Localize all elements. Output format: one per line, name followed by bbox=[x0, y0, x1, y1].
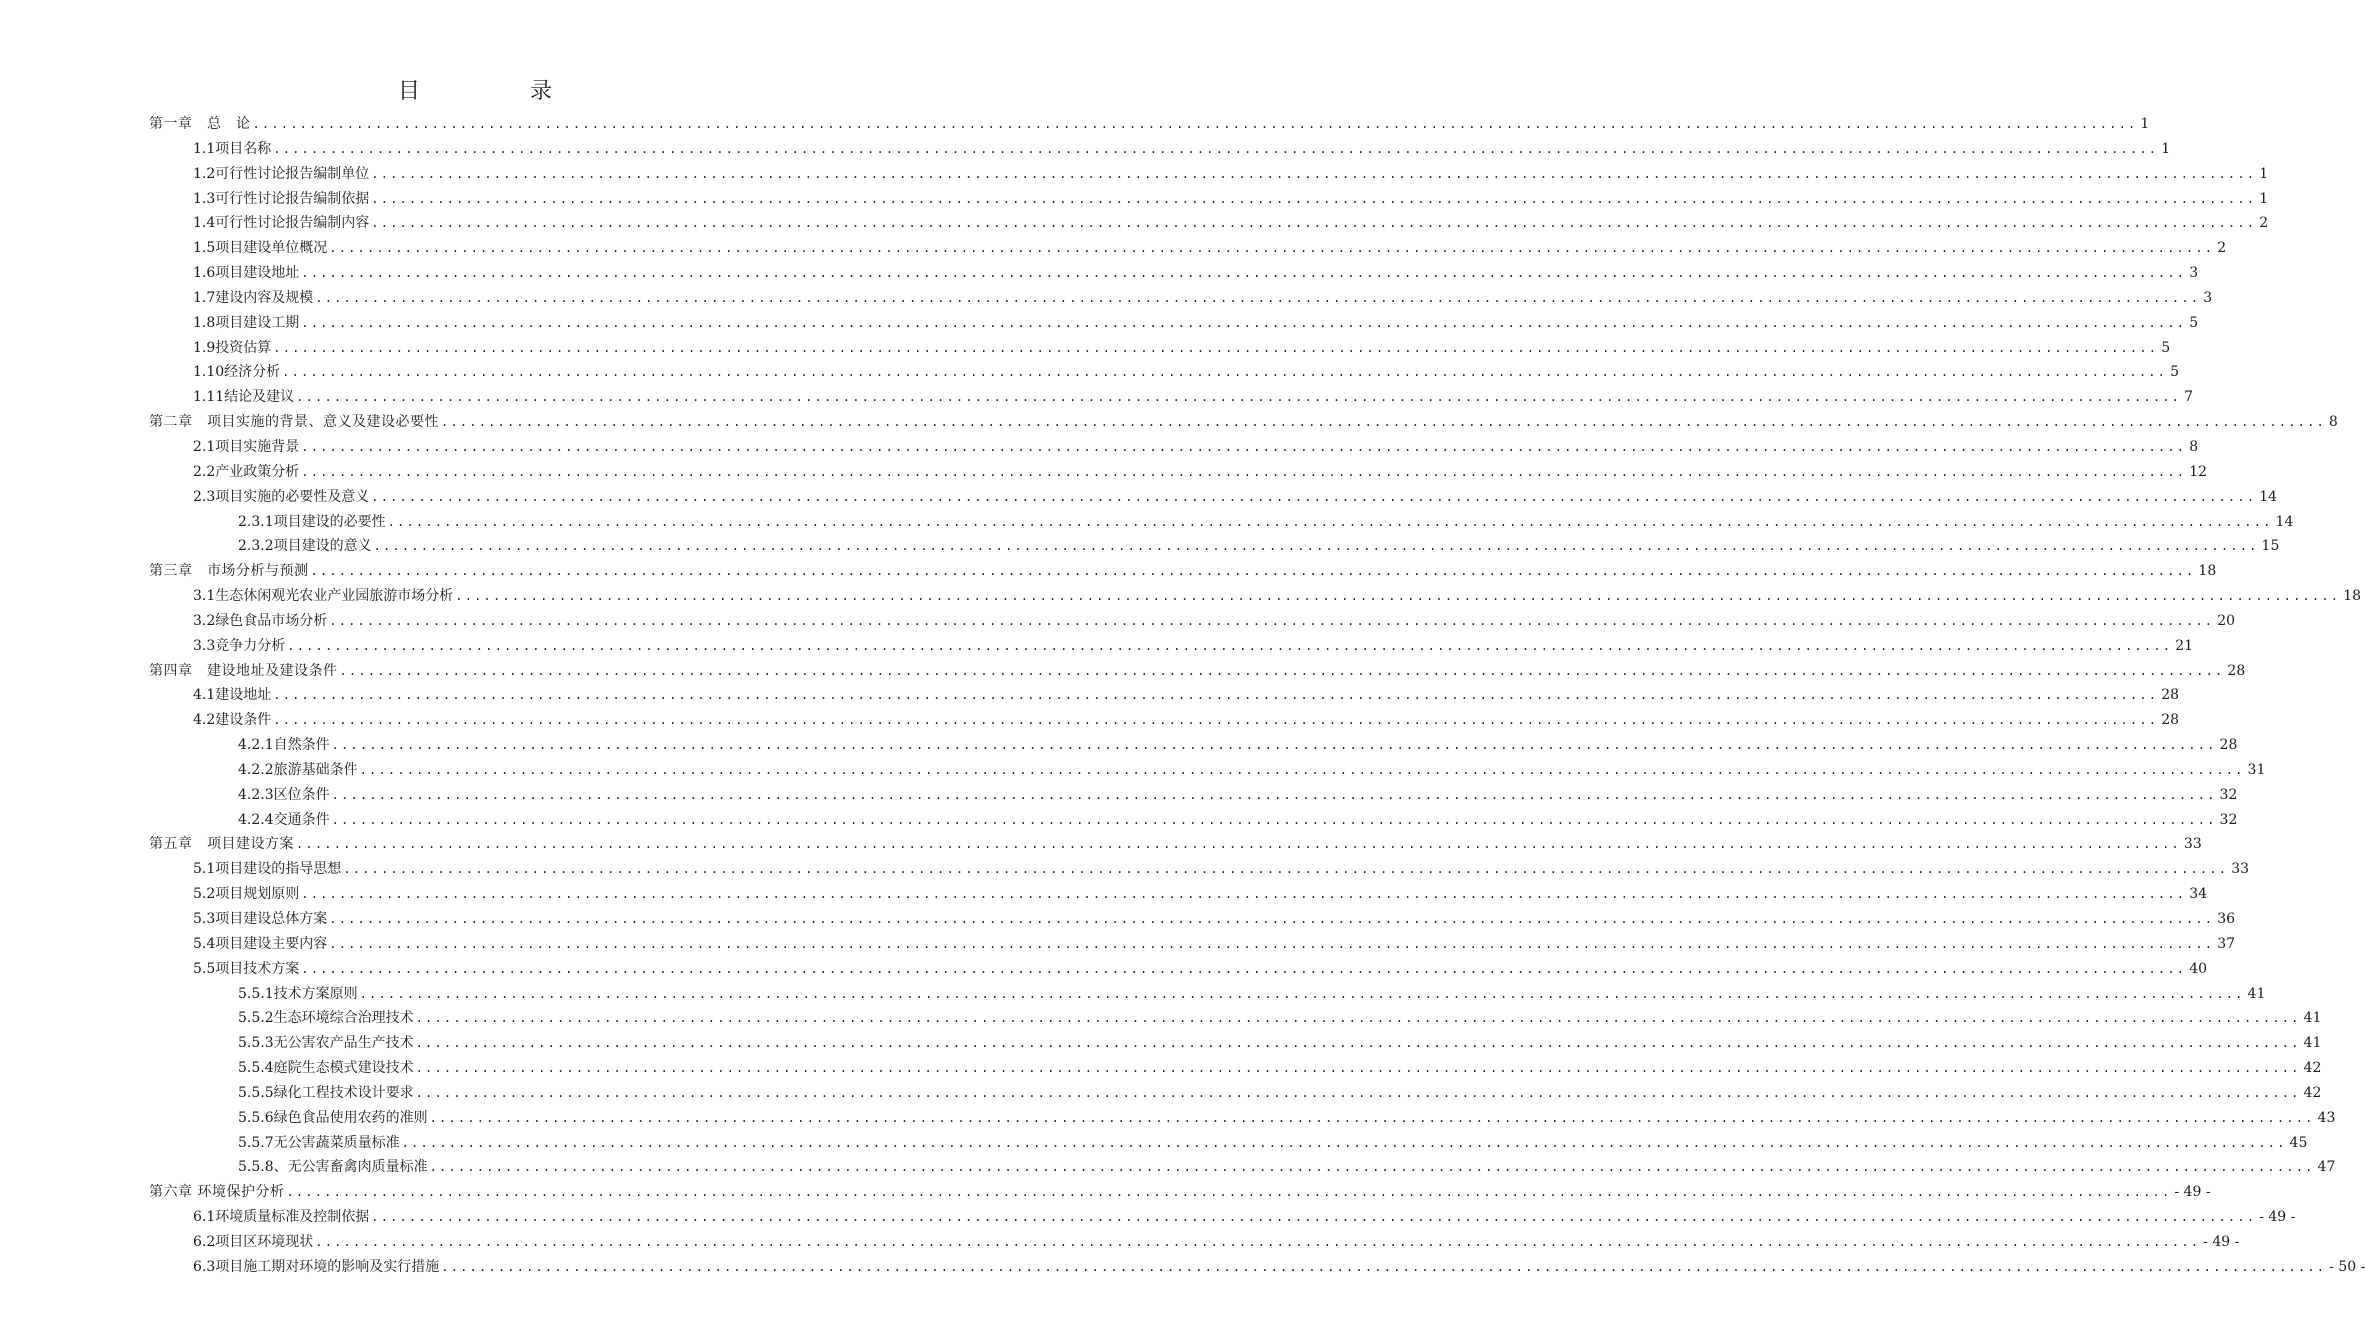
toc-entry-page-number: 41 bbox=[2303, 1010, 2322, 1027]
toc-entry-line bbox=[193, 1230, 2240, 1255]
dot-leader: ........................................................................................................................................................................................................ bbox=[273, 688, 2159, 703]
toc-entry-page-number: 41 bbox=[2303, 1035, 2322, 1052]
dot-leader: ........................................................................................................................................................................................................ bbox=[301, 315, 2187, 330]
toc-entry-line bbox=[193, 485, 2278, 510]
toc-entry-label: 2.3.2项目建设的意义 bbox=[238, 538, 372, 555]
dot-leader: ........................................................................................................................................................................................................ bbox=[273, 713, 2159, 728]
toc-entry-line bbox=[238, 1131, 2308, 1156]
toc-entry-line bbox=[193, 137, 2171, 162]
toc-chapter-entry[interactable] bbox=[0, 659, 2246, 684]
toc-entry-label: 第五章 项目建设方案 bbox=[149, 836, 294, 853]
toc-entry-page-number: 14 bbox=[2259, 488, 2278, 505]
toc-entry-page-number: 15 bbox=[2261, 538, 2280, 555]
toc-entry-line bbox=[149, 559, 2217, 584]
toc-section-entry[interactable] bbox=[0, 460, 2208, 485]
toc-entry-page-number: 33 bbox=[2183, 836, 2202, 853]
toc-entry-line bbox=[149, 112, 2150, 137]
toc-entry-label: 1.8项目建设工期 bbox=[193, 314, 300, 331]
toc-entry-label: 1.10经济分析 bbox=[193, 364, 281, 381]
toc-title: 目 录 bbox=[397, 79, 596, 104]
toc-entry-page-number: 37 bbox=[2217, 935, 2236, 952]
toc-entry-line bbox=[149, 1180, 2211, 1205]
dot-leader: ........................................................................................................................................................................................................ bbox=[315, 1234, 2201, 1249]
toc-chapter-entry[interactable] bbox=[0, 410, 2338, 435]
toc-entry-label: 5.5.2生态环境综合治理技术 bbox=[238, 1010, 414, 1027]
dot-leader: ........................................................................................................................................................................................................ bbox=[329, 613, 2215, 628]
toc-entry-label: 5.5.7无公害蔬菜质量标准 bbox=[238, 1134, 400, 1151]
dot-leader: ........................................................................................................................................................................................................ bbox=[310, 564, 2196, 579]
toc-entry-page-number: 21 bbox=[2175, 637, 2194, 654]
toc-chapter-entry[interactable] bbox=[0, 1180, 2211, 1205]
toc-entry-page-number: 5 bbox=[2189, 314, 2199, 331]
toc-entry-line bbox=[193, 1255, 2365, 1280]
toc-entry-line bbox=[193, 385, 2194, 410]
toc-entry-label: 5.5.6绿色食品使用农药的准则 bbox=[238, 1109, 428, 1126]
dot-leader: ........................................................................................................................................................................................................ bbox=[339, 663, 2225, 678]
toc-section-entry[interactable] bbox=[0, 683, 2180, 708]
dot-leader: ........................................................................................................................................................................................................ bbox=[301, 961, 2187, 976]
toc-subsection-entry[interactable] bbox=[0, 758, 2266, 783]
dot-leader: ........................................................................................................................................................................................................ bbox=[331, 738, 2217, 753]
toc-entry-label: 1.3可行性讨论报告编制依据 bbox=[193, 190, 370, 207]
toc-entry-label: 3.1生态休闲观光农业产业园旅游市场分析 bbox=[193, 588, 454, 605]
dot-leader: ........................................................................................................................................................................................................ bbox=[401, 1135, 2287, 1150]
dot-leader: ........................................................................................................................................................................................................ bbox=[329, 912, 2215, 926]
toc-entry-line bbox=[238, 1006, 2322, 1031]
toc-section-entry[interactable] bbox=[0, 634, 2194, 659]
toc-entry-page-number: 2 bbox=[2259, 215, 2269, 232]
toc-entry-page-number: 18 bbox=[2343, 588, 2362, 605]
toc-entry-label: 2.3.1项目建设的必要性 bbox=[238, 513, 386, 530]
toc-entry-line bbox=[193, 683, 2180, 708]
toc-entry-page-number: 34 bbox=[2189, 886, 2208, 903]
toc-entry-label: 第四章 建设地址及建设条件 bbox=[149, 662, 338, 679]
toc-section-entry[interactable] bbox=[0, 485, 2278, 510]
toc-entry-page-number: - 50 - bbox=[2329, 1258, 2365, 1275]
dot-leader: ........................................................................................................................................................................................................ bbox=[301, 439, 2187, 454]
toc-entry-label: 5.5.3无公害农产品生产技术 bbox=[238, 1035, 414, 1052]
toc-entry-line bbox=[193, 932, 2236, 957]
toc-entry-line bbox=[193, 1205, 2296, 1230]
toc-subsection-entry[interactable] bbox=[0, 1106, 2336, 1131]
toc-entry-page-number: 14 bbox=[2275, 513, 2294, 530]
toc-entry-label: 5.2项目规划原则 bbox=[193, 886, 300, 903]
toc-entry-page-number: 1 bbox=[2259, 190, 2269, 207]
toc-entry-line bbox=[193, 162, 2269, 187]
toc-entry-page-number: 32 bbox=[2219, 811, 2238, 828]
dot-leader: ........................................................................................................................................................................................................ bbox=[331, 812, 2217, 827]
dot-leader: ........................................................................................................................................................................................................ bbox=[373, 539, 2259, 554]
toc-entry-line bbox=[193, 336, 2171, 361]
toc-entry-line bbox=[193, 435, 2199, 460]
toc-chapter-entry[interactable] bbox=[0, 832, 2202, 857]
toc-entry-line bbox=[193, 360, 2180, 385]
toc-entry-label: 1.11结论及建议 bbox=[193, 389, 295, 406]
toc-entry-line bbox=[193, 286, 2213, 311]
toc-entry-page-number: 18 bbox=[2198, 563, 2217, 580]
table-of-contents bbox=[0, 112, 2365, 1280]
toc-entry-page-number: 1 bbox=[2161, 140, 2171, 157]
toc-entry-label: 5.1项目建设的指导思想 bbox=[193, 861, 342, 878]
toc-entry-page-number: 28 bbox=[2161, 687, 2180, 704]
dot-leader: ........................................................................................................................................................................................................ bbox=[287, 638, 2173, 653]
toc-subsection-entry[interactable] bbox=[0, 1081, 2322, 1106]
toc-chapter-entry[interactable] bbox=[0, 559, 2217, 584]
toc-entry-line bbox=[238, 783, 2238, 808]
toc-entry-page-number: - 49 - bbox=[2174, 1184, 2211, 1201]
toc-subsection-entry[interactable] bbox=[0, 1155, 2336, 1180]
toc-entry-label: 第六章 环境保护分析 bbox=[149, 1184, 285, 1201]
toc-entry-label: 6.3项目施工期对环境的影响及实行措施 bbox=[193, 1258, 440, 1275]
dot-leader: ........................................................................................................................................................................................................ bbox=[343, 862, 2229, 877]
toc-section-entry[interactable] bbox=[0, 1255, 2365, 1280]
toc-section-entry[interactable] bbox=[0, 360, 2180, 385]
toc-subsection-entry[interactable] bbox=[0, 1056, 2322, 1081]
dot-leader: ........................................................................................................................................................................................................ bbox=[371, 166, 2257, 181]
toc-entry-line bbox=[193, 882, 2208, 907]
toc-entry-label: 1.1项目名称 bbox=[193, 140, 272, 157]
toc-entry-page-number: - 49 - bbox=[2203, 1233, 2240, 1250]
toc-entry-label: 1.6项目建设地址 bbox=[193, 265, 300, 282]
toc-entry-page-number: 28 bbox=[2219, 737, 2238, 754]
dot-leader: ........................................................................................................................................................................................................ bbox=[286, 1185, 2172, 1200]
toc-section-entry[interactable] bbox=[0, 261, 2199, 286]
toc-entry-label: 第三章 市场分析与预测 bbox=[149, 563, 309, 580]
toc-entry-label: 6.1环境质量标准及控制依据 bbox=[193, 1209, 370, 1226]
dot-leader: ........................................................................................................................................................................................................ bbox=[371, 191, 2257, 206]
toc-entry-page-number: 33 bbox=[2231, 861, 2250, 878]
toc-entry-line bbox=[193, 609, 2236, 634]
toc-entry-page-number: 5 bbox=[2161, 339, 2171, 356]
toc-entry-label: 5.5.4庭院生态模式建设技术 bbox=[238, 1060, 414, 1077]
toc-entry-line bbox=[238, 758, 2266, 783]
dot-leader: ........................................................................................................................................................................................................ bbox=[441, 415, 2326, 430]
dot-leader: ........................................................................................................................................................................................................ bbox=[371, 489, 2257, 504]
toc-entry-page-number: 12 bbox=[2189, 463, 2208, 480]
dot-leader: ........................................................................................................................................................................................................ bbox=[415, 1011, 2301, 1026]
toc-entry-label: 1.4可行性讨论报告编制内容 bbox=[193, 215, 370, 232]
dot-leader: ........................................................................................................................................................................................................ bbox=[273, 141, 2159, 156]
toc-entry-page-number: 45 bbox=[2289, 1134, 2308, 1151]
dot-leader: ........................................................................................................................................................................................................ bbox=[329, 936, 2215, 951]
dot-leader: ........................................................................................................................................................................................................ bbox=[415, 1085, 2301, 1100]
toc-entry-page-number: 8 bbox=[2328, 414, 2338, 431]
toc-entry-line bbox=[193, 857, 2250, 882]
toc-entry-label: 2.2产业政策分析 bbox=[193, 463, 300, 480]
toc-entry-page-number: 41 bbox=[2247, 985, 2266, 1002]
toc-entry-line bbox=[238, 1081, 2322, 1106]
toc-entry-line bbox=[193, 460, 2208, 485]
toc-entry-label: 6.2项目区环境现状 bbox=[193, 1233, 314, 1250]
toc-entry-page-number: 31 bbox=[2247, 761, 2266, 778]
toc-entry-label: 4.2建设条件 bbox=[193, 712, 272, 729]
dot-leader: ........................................................................................................................................................................................................ bbox=[301, 887, 2187, 902]
dot-leader: ........................................................................................................................................................................................................ bbox=[315, 290, 2201, 305]
toc-entry-line bbox=[149, 410, 2338, 435]
toc-entry-label: 4.1建设地址 bbox=[193, 687, 272, 704]
toc-section-entry[interactable] bbox=[0, 882, 2208, 907]
dot-leader: ........................................................................................................................................................................................................ bbox=[252, 117, 2138, 131]
toc-entry-label: 3.3竞争力分析 bbox=[193, 637, 286, 654]
toc-entry-label: 4.2.2旅游基础条件 bbox=[238, 761, 358, 778]
toc-chapter-entry[interactable] bbox=[0, 112, 2150, 137]
toc-entry-page-number: - 49 - bbox=[2259, 1209, 2296, 1226]
toc-section-entry[interactable] bbox=[0, 1230, 2240, 1255]
toc-entry-label: 5.5.1技术方案原则 bbox=[238, 985, 358, 1002]
dot-leader: ........................................................................................................................................................................................................ bbox=[455, 589, 2341, 604]
toc-entry-label: 5.4项目建设主要内容 bbox=[193, 935, 328, 952]
toc-entry-page-number: 8 bbox=[2189, 438, 2199, 455]
toc-entry-line bbox=[238, 808, 2238, 833]
toc-section-entry[interactable] bbox=[0, 1205, 2296, 1230]
toc-subsection-entry[interactable] bbox=[0, 1131, 2308, 1156]
toc-entry-line bbox=[193, 708, 2180, 733]
dot-leader: ........................................................................................................................................................................................................ bbox=[429, 1160, 2315, 1175]
toc-entry-label: 2.3项目实施的必要性及意义 bbox=[193, 488, 370, 505]
toc-entry-page-number: 3 bbox=[2203, 289, 2213, 306]
toc-entry-label: 1.7建设内容及规模 bbox=[193, 289, 314, 306]
toc-entry-page-number: 20 bbox=[2217, 612, 2236, 629]
toc-entry-page-number: 42 bbox=[2303, 1084, 2322, 1101]
toc-subsection-entry[interactable] bbox=[0, 733, 2238, 758]
toc-entry-label: 1.2可行性讨论报告编制单位 bbox=[193, 165, 370, 182]
toc-entry-page-number: 7 bbox=[2184, 389, 2194, 406]
dot-leader: ........................................................................................................................................................................................................ bbox=[387, 514, 2273, 529]
toc-section-entry[interactable] bbox=[0, 857, 2250, 882]
toc-entry-line bbox=[193, 211, 2269, 236]
toc-entry-page-number: 40 bbox=[2189, 960, 2208, 977]
toc-entry-page-number: 28 bbox=[2161, 712, 2180, 729]
toc-entry-label: 第一章 总 论 bbox=[149, 116, 251, 132]
dot-leader: ........................................................................................................................................................................................................ bbox=[331, 787, 2217, 802]
toc-entry-line bbox=[238, 1031, 2322, 1056]
toc-entry-line bbox=[238, 733, 2238, 758]
toc-entry-line bbox=[238, 510, 2294, 535]
toc-section-entry[interactable] bbox=[0, 236, 2227, 261]
dot-leader: ........................................................................................................................................................................................................ bbox=[371, 216, 2257, 231]
dot-leader: ........................................................................................................................................................................................................ bbox=[273, 340, 2159, 355]
toc-entry-line bbox=[149, 832, 2202, 857]
dot-leader: ........................................................................................................................................................................................................ bbox=[301, 464, 2187, 479]
toc-subsection-entry[interactable] bbox=[0, 982, 2266, 1007]
toc-entry-page-number: 1 bbox=[2259, 165, 2269, 182]
toc-section-entry[interactable] bbox=[0, 137, 2171, 162]
dot-leader: ........................................................................................................................................................................................................ bbox=[429, 1110, 2315, 1125]
toc-entry-line bbox=[238, 982, 2266, 1007]
toc-section-entry[interactable] bbox=[0, 187, 2269, 212]
toc-entry-page-number: 3 bbox=[2189, 265, 2199, 282]
toc-section-entry[interactable] bbox=[0, 162, 2269, 187]
toc-entry-label: 4.2.3区位条件 bbox=[238, 786, 330, 803]
toc-entry-label: 5.3项目建设总体方案 bbox=[193, 911, 328, 927]
toc-entry-line bbox=[238, 1056, 2322, 1081]
toc-entry-label: 4.2.4交通条件 bbox=[238, 811, 330, 828]
toc-entry-line bbox=[193, 634, 2194, 659]
toc-entry-label: 2.1项目实施背景 bbox=[193, 438, 300, 455]
toc-entry-line bbox=[193, 311, 2199, 336]
toc-entry-label: 3.2绿色食品市场分析 bbox=[193, 612, 328, 629]
toc-entry-page-number: 28 bbox=[2227, 662, 2246, 679]
toc-entry-line bbox=[193, 261, 2199, 286]
toc-entry-label: 5.5项目技术方案 bbox=[193, 960, 300, 977]
toc-subsection-entry[interactable] bbox=[0, 783, 2238, 808]
toc-entry-page-number: 43 bbox=[2317, 1109, 2336, 1126]
dot-leader: ........................................................................................................................................................................................................ bbox=[301, 266, 2187, 281]
toc-section-entry[interactable] bbox=[0, 932, 2236, 957]
toc-entry-line bbox=[149, 659, 2246, 684]
toc-section-entry[interactable] bbox=[0, 907, 2236, 932]
dot-leader: ........................................................................................................................................................................................................ bbox=[441, 1259, 2327, 1274]
dot-leader: ........................................................................................................................................................................................................ bbox=[359, 986, 2245, 1001]
toc-section-entry[interactable] bbox=[0, 385, 2194, 410]
toc-subsection-entry[interactable] bbox=[0, 510, 2294, 535]
dot-leader: ........................................................................................................................................................................................................ bbox=[329, 241, 2215, 256]
toc-entry-label: 5.5.8、无公害畜禽肉质量标准 bbox=[238, 1159, 428, 1176]
toc-section-entry[interactable] bbox=[0, 435, 2199, 460]
toc-entry-line bbox=[193, 907, 2236, 932]
toc-entry-page-number: 47 bbox=[2317, 1159, 2336, 1176]
toc-section-entry[interactable] bbox=[0, 211, 2269, 236]
toc-entry-line bbox=[238, 1106, 2336, 1131]
toc-entry-line bbox=[193, 236, 2227, 261]
toc-subsection-entry[interactable] bbox=[0, 534, 2280, 559]
dot-leader: ........................................................................................................................................................................................................ bbox=[371, 1210, 2257, 1225]
toc-subsection-entry[interactable] bbox=[0, 1031, 2322, 1056]
toc-section-entry[interactable] bbox=[0, 336, 2171, 361]
toc-section-entry[interactable] bbox=[0, 311, 2199, 336]
toc-entry-line bbox=[238, 534, 2280, 559]
dot-leader: ........................................................................................................................................................................................................ bbox=[415, 1061, 2301, 1076]
toc-entry-page-number: 32 bbox=[2219, 786, 2238, 803]
toc-entry-page-number: 5 bbox=[2170, 364, 2180, 381]
toc-subsection-entry[interactable] bbox=[0, 1006, 2322, 1031]
toc-entry-label: 第二章 项目实施的背景、意义及建设必要性 bbox=[149, 414, 439, 431]
dot-leader: ........................................................................................................................................................................................................ bbox=[296, 390, 2182, 405]
toc-entry-line bbox=[193, 187, 2269, 212]
toc-entry-page-number: 36 bbox=[2217, 911, 2236, 927]
toc-subsection-entry[interactable] bbox=[0, 808, 2238, 833]
toc-entry-label: 4.2.1自然条件 bbox=[238, 737, 330, 754]
dot-leader: ........................................................................................................................................................................................................ bbox=[359, 762, 2245, 777]
toc-entry-line bbox=[193, 584, 2362, 609]
toc-entry-page-number: 42 bbox=[2303, 1060, 2322, 1077]
toc-section-entry[interactable] bbox=[0, 708, 2180, 733]
toc-section-entry[interactable] bbox=[0, 286, 2213, 311]
dot-leader: ........................................................................................................................................................................................................ bbox=[415, 1036, 2301, 1051]
toc-entry-line bbox=[193, 957, 2208, 982]
dot-leader: ........................................................................................................................................................................................................ bbox=[282, 365, 2168, 380]
toc-entry-line bbox=[238, 1155, 2336, 1180]
toc-entry-page-number: 2 bbox=[2217, 240, 2227, 257]
toc-entry-label: 5.5.5绿化工程技术设计要求 bbox=[238, 1084, 414, 1101]
toc-section-entry[interactable] bbox=[0, 957, 2208, 982]
toc-entry-page-number: 1 bbox=[2140, 116, 2150, 132]
toc-section-entry[interactable] bbox=[0, 609, 2236, 634]
toc-entry-label: 1.9投资估算 bbox=[193, 339, 272, 356]
toc-section-entry[interactable] bbox=[0, 584, 2362, 609]
toc-entry-label: 1.5项目建设单位概况 bbox=[193, 240, 328, 257]
dot-leader: ........................................................................................................................................................................................................ bbox=[296, 837, 2181, 852]
